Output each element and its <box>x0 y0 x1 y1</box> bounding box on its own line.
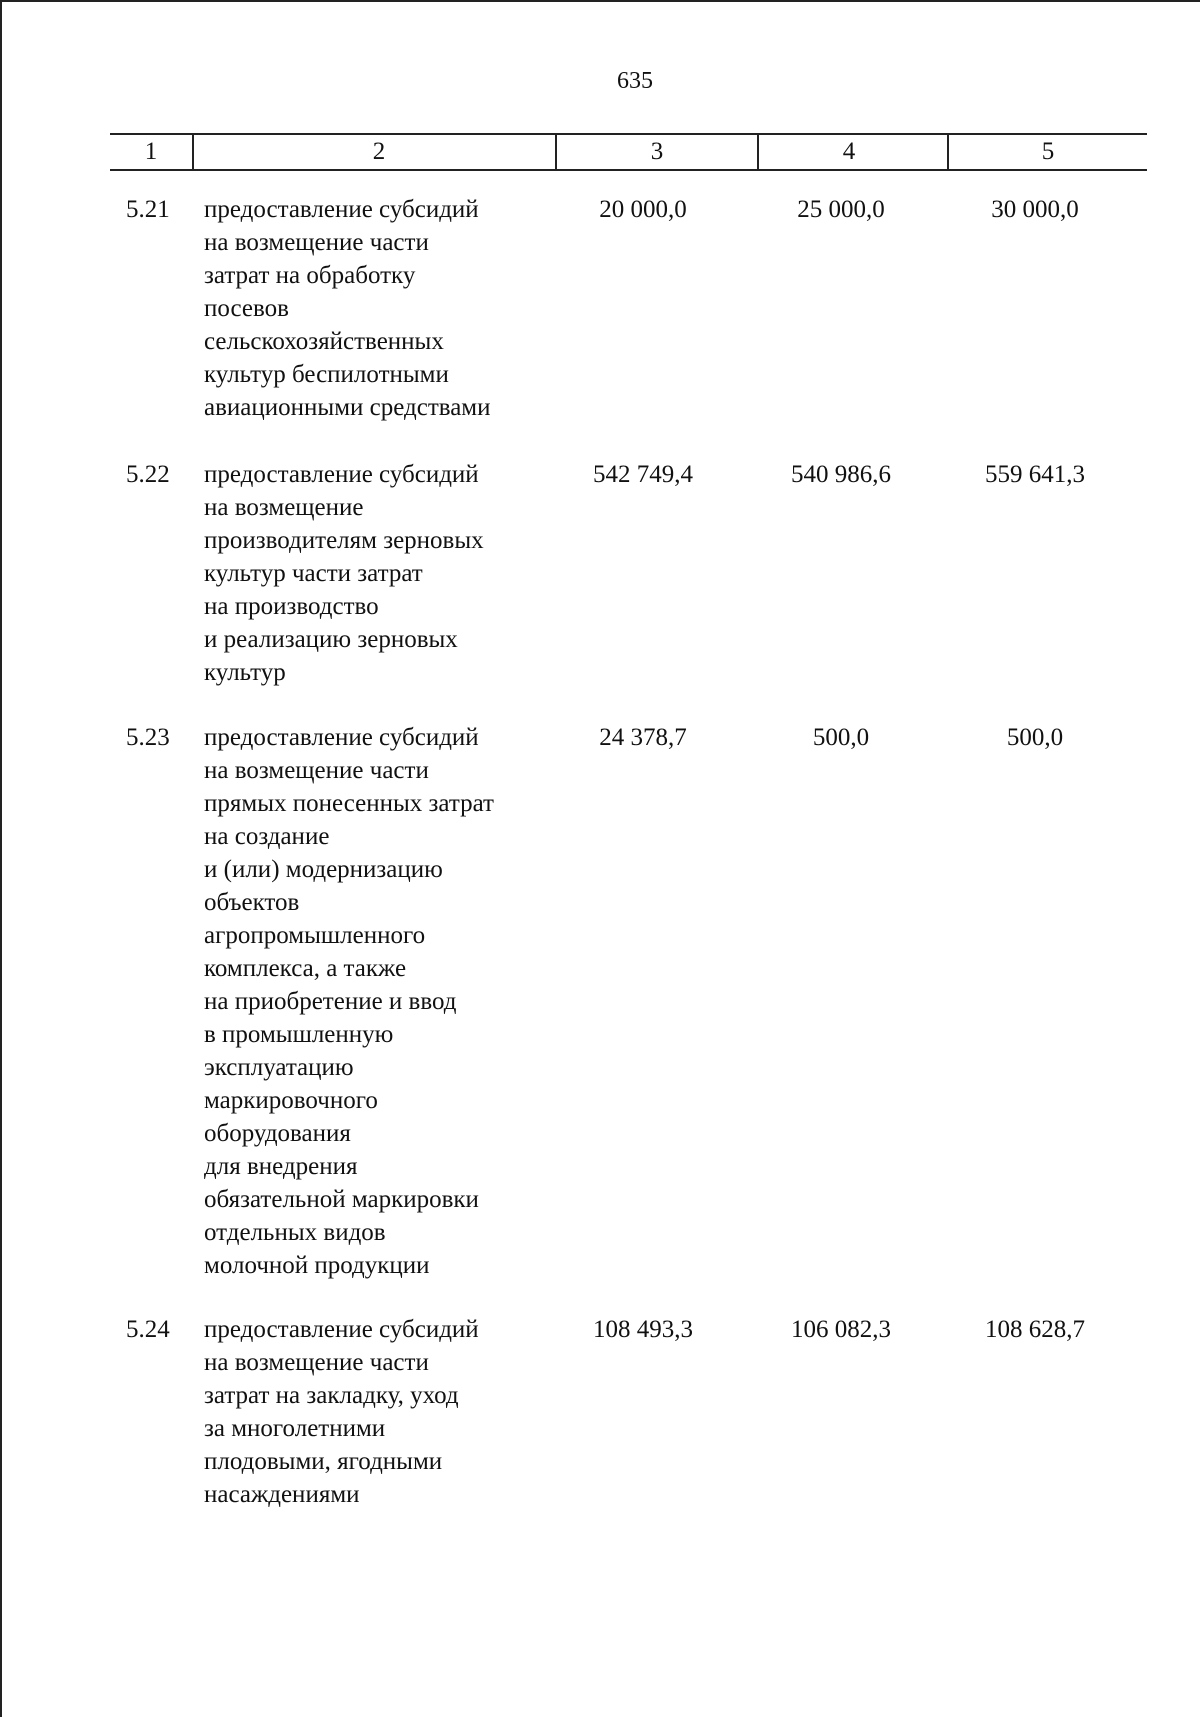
row-value-col5: 108 628,7 <box>985 1316 1085 1343</box>
row-description: предоставление субсидий на возмещение производителям зерновых культур части затрат на производство и реализацию зерновых культур <box>204 461 484 686</box>
row-value-col3: 542 749,4 <box>593 461 693 488</box>
row-value-col4: 106 082,3 <box>791 1316 891 1343</box>
header-col-5: 5 <box>1041 138 1055 165</box>
row-number: 5.24 <box>126 1316 170 1343</box>
row-value-col4: 540 986,6 <box>791 461 891 488</box>
page-top-border <box>0 0 1200 2</box>
header-col-2: 2 <box>372 138 386 165</box>
row-number: 5.21 <box>126 196 170 223</box>
row-value-col5: 500,0 <box>1006 724 1064 751</box>
row-value-col5: 559 641,3 <box>985 461 1085 488</box>
row-value-col5: 30 000,0 <box>991 196 1079 223</box>
row-description: предоставление субсидий на возмещение части затрат на закладку, уход за многолетними плодовыми, ягодными насаждениями <box>204 1316 479 1508</box>
row-number: 5.23 <box>126 724 170 751</box>
row-description: предоставление субсидий на возмещение части прямых понесенных затрат на создание и (или) модернизацию объектов агропромышленного комплекса, а также на приобретение и ввод в промышленную эксплуатацию маркировочного оборудования для внедрения обязательной маркировки отдельных видов молочной продукции <box>204 724 494 1279</box>
row-value-col4: 500,0 <box>812 724 870 751</box>
header-col-4: 4 <box>842 138 856 165</box>
table-header <box>110 133 1147 171</box>
row-value-col3: 108 493,3 <box>593 1316 693 1343</box>
row-value-col3: 24 378,7 <box>599 724 687 751</box>
row-description: предоставление субсидий на возмещение части затрат на обработку посевов сельскохозяйственных культур беспилотными авиационными средствами <box>204 196 491 421</box>
row-number: 5.22 <box>126 461 170 488</box>
page-number: 635 <box>617 68 653 94</box>
page-left-border <box>0 0 2 1717</box>
row-value-col3: 20 000,0 <box>599 196 687 223</box>
header-col-3: 3 <box>650 138 664 165</box>
row-value-col4: 25 000,0 <box>797 196 885 223</box>
header-col-1: 1 <box>144 138 158 165</box>
